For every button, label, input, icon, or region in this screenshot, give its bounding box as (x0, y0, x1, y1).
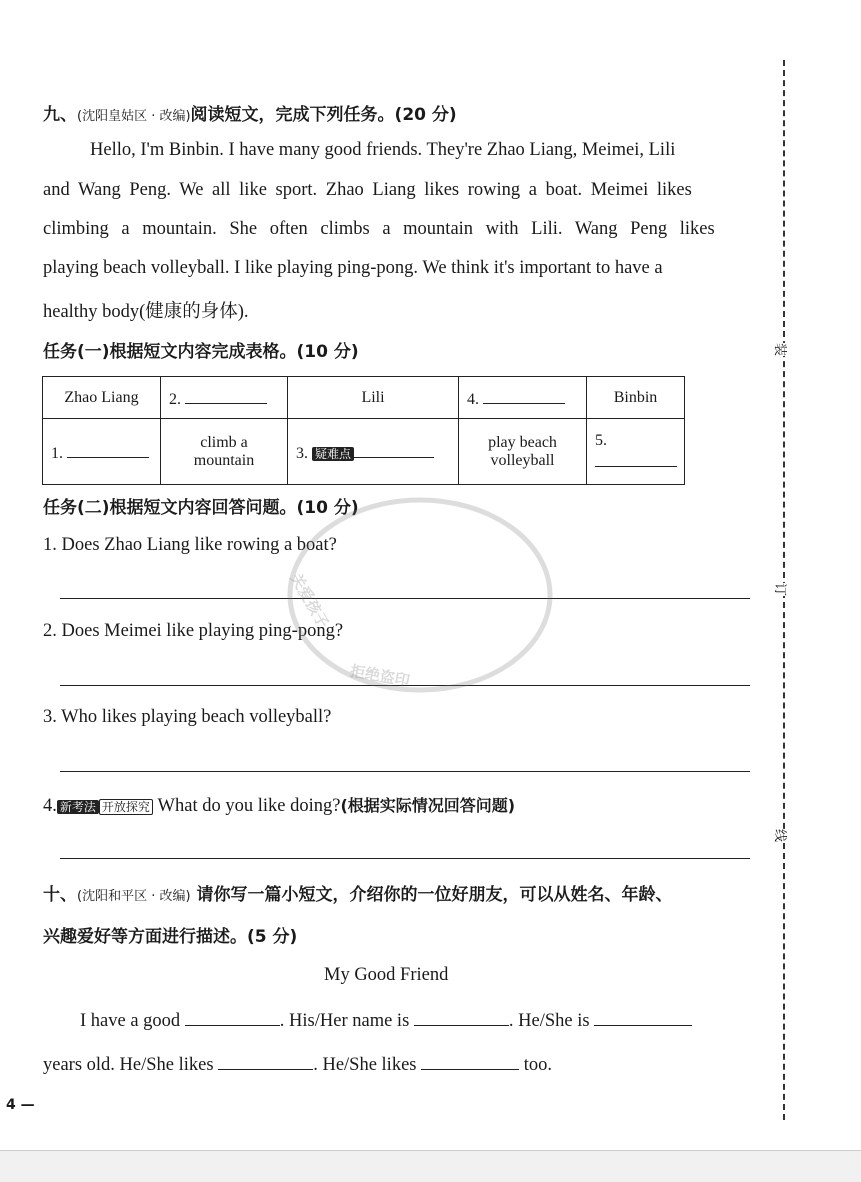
section10-heading-cont: 兴趣爱好等方面进行描述。(5 分) (43, 927, 298, 947)
passage-line: Hello, I'm Binbin. I have many good friends. They're Zhao Liang, Meimei, Lili (90, 140, 676, 160)
watermark-seal-icon (270, 495, 560, 705)
table-cell-blank-1[interactable]: 1. (43, 419, 161, 485)
essay-line-2: years old. He/She likes . He/She likes too. (43, 1055, 552, 1075)
answer-line-1[interactable] (60, 598, 750, 599)
blank-hobby-2[interactable] (421, 1053, 519, 1070)
task1-heading: 任务(一)根据短文内容完成表格。(10 分) (43, 342, 359, 362)
section10-heading: 十、(沈阳和平区 · 改编) 请你写一篇小短文，介绍你的一位好朋友，可以从姓名、年龄、 (43, 885, 673, 905)
passage-line: healthy body(健康的身体). (43, 302, 249, 322)
table-cell: Binbin (587, 377, 685, 419)
essay-line-1: I have a good . His/Her name is . He/She is (80, 1009, 692, 1032)
table-cell-blank-5[interactable]: 5. (587, 419, 685, 485)
table-cell: play beach volleyball (459, 419, 587, 485)
question-2: 2. Does Meimei like playing ping-pong? (43, 621, 344, 641)
table-cell-blank-4[interactable]: 4. (459, 377, 587, 419)
table-cell: Zhao Liang (43, 377, 161, 419)
passage-line: climbing a mountain. She often climbs a mountain with Lili. Wang Peng likes (43, 219, 715, 239)
section9-heading: 九、(沈阳皇姑区 · 改编)阅读短文，完成下列任务。(20 分) (43, 105, 457, 125)
question-4: 4. 新考法 开放探究 What do you like doing?(根据实际情况回答问题) (43, 796, 516, 816)
question-1: 1. Does Zhao Liang like rowing a boat? (43, 535, 337, 555)
passage-line: playing beach volleyball. I like playing ping-pong. We think it's important to have a (43, 258, 663, 278)
table-cell: climb a mountain (161, 419, 288, 485)
margin-char: 订 (772, 583, 791, 596)
answer-line-3[interactable] (60, 771, 750, 772)
info-table (42, 376, 685, 485)
blank-friend[interactable] (185, 1009, 280, 1026)
essay-title: My Good Friend (324, 965, 449, 985)
task2-heading: 任务(二)根据短文内容回答问题。(10 分) (43, 498, 359, 518)
difficulty-tag: 疑难点 (312, 447, 354, 461)
answer-line-2[interactable] (60, 685, 750, 686)
question-3: 3. Who likes playing beach volleyball? (43, 707, 332, 727)
page-number: 4 — (6, 1097, 35, 1113)
margin-char: 线 (772, 829, 791, 842)
table-cell-blank-2[interactable]: 2. (161, 377, 288, 419)
blank-hobby-1[interactable] (218, 1053, 313, 1070)
passage-line: and Wang Peng. We all like sport. Zhao Liang likes rowing a boat. Meimei likes (43, 180, 692, 200)
table-cell-blank-3[interactable]: 3. 疑难点 (288, 419, 459, 485)
anti-piracy-watermark: 关爱孩子 拒绝盗印 (270, 495, 560, 705)
blank-name[interactable] (414, 1009, 509, 1026)
margin-char: 装 (772, 343, 791, 356)
blank-age[interactable] (594, 1009, 692, 1026)
table-cell: Lili (288, 377, 459, 419)
answer-line-4[interactable] (60, 858, 750, 859)
page-bottom-strip (0, 1150, 861, 1182)
